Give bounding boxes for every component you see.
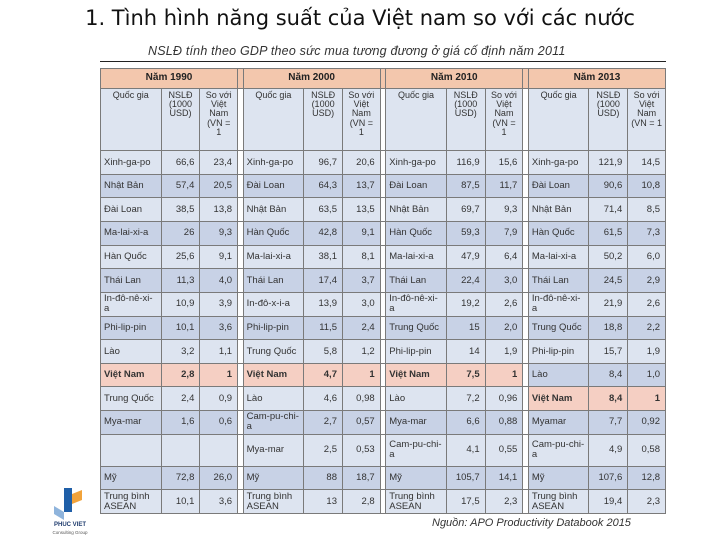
productivity-cell: 8,4: [589, 364, 627, 387]
ratio-cell: 20,5: [200, 175, 237, 198]
ratio-cell: 7,9: [486, 222, 523, 245]
productivity-cell: 72,8: [162, 467, 200, 490]
column-header-row: [101, 89, 665, 151]
productivity-cell: 90,6: [589, 175, 627, 198]
country-column-header: Quốc gia: [101, 89, 161, 151]
country-cell: Việt Nam: [101, 364, 161, 387]
column-separator: [523, 435, 528, 466]
column-separator: [381, 490, 386, 513]
ratio-cell: 2,2: [628, 317, 665, 340]
column-separator: [523, 151, 528, 174]
productivity-cell: 11,5: [304, 317, 342, 340]
column-separator: [238, 175, 243, 198]
table-row: [101, 175, 665, 198]
productivity-cell: 5,8: [304, 340, 342, 363]
country-cell: Cam-pu-chi-a: [244, 411, 304, 434]
productivity-cell: 4,6: [304, 387, 342, 410]
productivity-cell: 18,8: [589, 317, 627, 340]
productivity-cell: 4,7: [304, 364, 342, 387]
productivity-cell: 7,7: [589, 411, 627, 434]
productivity-cell: 107,6: [589, 467, 627, 490]
column-separator: [238, 490, 243, 513]
ratio-cell: 13,7: [343, 175, 380, 198]
ratio-cell: 4,0: [200, 269, 237, 292]
country-cell: Xinh-ga-po: [101, 151, 161, 174]
ratio-cell: 1: [628, 387, 665, 410]
country-cell: Đài Loan: [101, 198, 161, 221]
country-column-header: Quốc gia: [386, 89, 446, 151]
country-cell: Nhật Bản: [244, 198, 304, 221]
country-cell: Trung bình ASEAN: [386, 490, 446, 513]
country-cell: Đài Loan: [244, 175, 304, 198]
ratio-cell: 6,4: [486, 246, 523, 269]
country-cell: Hàn Quốc: [529, 222, 589, 245]
productivity-cell: 7,2: [447, 387, 485, 410]
column-separator: [523, 175, 528, 198]
ratio-cell: 3,9: [200, 293, 237, 316]
productivity-cell: 13: [304, 490, 342, 513]
column-separator: [523, 198, 528, 221]
table-row: [101, 364, 665, 387]
year-header: Năm 2013: [529, 69, 665, 88]
country-cell: Xinh-ga-po: [244, 151, 304, 174]
ratio-cell: 11,7: [486, 175, 523, 198]
year-header: Năm 2010: [386, 69, 522, 88]
country-cell: In-đô-nê-xi-a: [386, 293, 446, 316]
country-cell: Phi-lip-pin: [529, 340, 589, 363]
productivity-cell: 24,5: [589, 269, 627, 292]
country-cell: Trung bình ASEAN: [244, 490, 304, 513]
ratio-cell: 2,6: [486, 293, 523, 316]
column-separator: [238, 222, 243, 245]
ratio-cell: 10,8: [628, 175, 665, 198]
column-separator: [523, 364, 528, 387]
productivity-cell: 87,5: [447, 175, 485, 198]
table-row: [101, 467, 665, 490]
column-separator: [381, 151, 386, 174]
country-cell: Việt Nam: [244, 364, 304, 387]
productivity-cell: 2,4: [162, 387, 200, 410]
productivity-cell: 4,9: [589, 435, 627, 466]
column-separator: [238, 69, 243, 88]
column-separator: [238, 387, 243, 410]
country-cell: Phi-lip-pin: [101, 317, 161, 340]
country-cell: Trung Quốc: [386, 317, 446, 340]
productivity-cell: 47,9: [447, 246, 485, 269]
productivity-column-header: NSLĐ (1000 USD): [162, 89, 200, 151]
country-cell: Lào: [386, 387, 446, 410]
country-cell: Mỹ: [529, 467, 589, 490]
column-separator: [238, 198, 243, 221]
ratio-cell: 2,9: [628, 269, 665, 292]
ratio-column-header: So với Việt Nam (VN = 1: [200, 89, 237, 151]
column-separator: [381, 467, 386, 490]
ratio-cell: 1,9: [628, 340, 665, 363]
country-cell: Thái Lan: [101, 269, 161, 292]
ratio-cell: 14,1: [486, 467, 523, 490]
productivity-cell: 11,3: [162, 269, 200, 292]
caption-underline: [100, 61, 666, 62]
company-logo: [44, 486, 96, 538]
table-row: [101, 435, 665, 466]
column-separator: [238, 89, 243, 151]
country-cell: Đài Loan: [529, 175, 589, 198]
ratio-cell: 0,55: [486, 435, 523, 466]
table-row: [101, 490, 665, 513]
ratio-cell: 2,3: [486, 490, 523, 513]
productivity-cell: 42,8: [304, 222, 342, 245]
column-separator: [381, 387, 386, 410]
column-separator: [238, 151, 243, 174]
productivity-cell: 38,5: [162, 198, 200, 221]
column-separator: [381, 175, 386, 198]
column-separator: [238, 435, 243, 466]
ratio-cell: 8,1: [343, 246, 380, 269]
productivity-cell: 7,5: [447, 364, 485, 387]
country-cell: Mya-mar: [244, 435, 304, 466]
country-cell: Phi-lip-pin: [386, 340, 446, 363]
column-separator: [381, 269, 386, 292]
column-separator: [381, 246, 386, 269]
column-separator: [523, 69, 528, 88]
productivity-cell: 105,7: [447, 467, 485, 490]
productivity-cell: 10,1: [162, 317, 200, 340]
column-separator: [381, 222, 386, 245]
table-caption: NSLĐ tính theo GDP theo sức mua tương đương ở giá cố định năm 2011: [148, 44, 566, 58]
productivity-cell: 116,9: [447, 151, 485, 174]
productivity-cell: 38,1: [304, 246, 342, 269]
ratio-cell: 26,0: [200, 467, 237, 490]
slide-title: 1. Tình hình năng suất của Việt nam so với các nước: [85, 6, 635, 30]
country-cell: Mỹ: [101, 467, 161, 490]
table-row: [101, 222, 665, 245]
productivity-cell: 2,7: [304, 411, 342, 434]
country-cell: Trung Quốc: [244, 340, 304, 363]
column-separator: [523, 317, 528, 340]
ratio-cell: 12,8: [628, 467, 665, 490]
column-separator: [381, 340, 386, 363]
productivity-cell: 50,2: [589, 246, 627, 269]
country-cell: In-đô-nê-xi-a: [101, 293, 161, 316]
ratio-column-header: So với Việt Nam (VN = 1: [486, 89, 523, 151]
productivity-cell: 2,8: [162, 364, 200, 387]
ratio-cell: 3,0: [343, 293, 380, 316]
productivity-table-container: [100, 68, 666, 514]
country-cell: Hàn Quốc: [386, 222, 446, 245]
country-cell: Hàn Quốc: [101, 246, 161, 269]
ratio-cell: 2,0: [486, 317, 523, 340]
country-cell: Mya-mar: [386, 411, 446, 434]
country-cell: Xinh-ga-po: [386, 151, 446, 174]
productivity-cell: 26: [162, 222, 200, 245]
country-cell: Hàn Quốc: [244, 222, 304, 245]
ratio-cell: 0,98: [343, 387, 380, 410]
productivity-cell: 66,6: [162, 151, 200, 174]
table-row: [101, 317, 665, 340]
country-cell: Thái Lan: [529, 269, 589, 292]
column-separator: [523, 89, 528, 151]
column-separator: [381, 411, 386, 434]
column-separator: [238, 411, 243, 434]
ratio-cell: 0,57: [343, 411, 380, 434]
country-cell: Thái Lan: [244, 269, 304, 292]
column-separator: [523, 467, 528, 490]
productivity-cell: 4,1: [447, 435, 485, 466]
country-cell: Ma-lai-xi-a: [101, 222, 161, 245]
ratio-cell: 1: [486, 364, 523, 387]
productivity-cell: 17,4: [304, 269, 342, 292]
productivity-cell: 96,7: [304, 151, 342, 174]
ratio-cell: 2,3: [628, 490, 665, 513]
productivity-cell: 63,5: [304, 198, 342, 221]
ratio-cell: 0,88: [486, 411, 523, 434]
productivity-column-header: NSLĐ (1000 USD): [589, 89, 627, 151]
country-cell: Lào: [244, 387, 304, 410]
productivity-cell: 61,5: [589, 222, 627, 245]
ratio-cell: 2,6: [628, 293, 665, 316]
country-cell: Cam-pu-chi-a: [386, 435, 446, 466]
country-cell: Mỹ: [244, 467, 304, 490]
country-cell: Xinh-ga-po: [529, 151, 589, 174]
productivity-cell: 2,5: [304, 435, 342, 466]
productivity-cell: 25,6: [162, 246, 200, 269]
column-separator: [381, 364, 386, 387]
ratio-cell: 0,96: [486, 387, 523, 410]
country-cell: Mya-mar: [101, 411, 161, 434]
table-row: [101, 246, 665, 269]
productivity-table: [100, 68, 666, 514]
country-cell: Nhật Bản: [529, 198, 589, 221]
ratio-cell: 7,3: [628, 222, 665, 245]
productivity-cell: 3,2: [162, 340, 200, 363]
ratio-cell: 6,0: [628, 246, 665, 269]
country-cell: Cam-pu-chi-a: [529, 435, 589, 466]
productivity-cell: 22,4: [447, 269, 485, 292]
column-separator: [523, 269, 528, 292]
country-cell: Trung Quốc: [101, 387, 161, 410]
ratio-cell: 23,4: [200, 151, 237, 174]
logo-subtitle: Consulting Group: [52, 530, 88, 535]
productivity-cell: 19,2: [447, 293, 485, 316]
country-cell: Việt Nam: [529, 387, 589, 410]
ratio-cell: 3,6: [200, 490, 237, 513]
country-cell: Myamar: [529, 411, 589, 434]
table-row: [101, 387, 665, 410]
year-header: Năm 2000: [244, 69, 380, 88]
country-cell: Trung Quốc: [529, 317, 589, 340]
ratio-cell: 13,8: [200, 198, 237, 221]
country-cell: Nhật Bản: [101, 175, 161, 198]
source-note: Nguồn: APO Productivity Databook 2015: [432, 517, 631, 529]
ratio-cell: 9,3: [200, 222, 237, 245]
ratio-cell: 0,53: [343, 435, 380, 466]
column-separator: [523, 411, 528, 434]
ratio-cell: 0,58: [628, 435, 665, 466]
ratio-cell: 3,0: [486, 269, 523, 292]
productivity-cell: 21,9: [589, 293, 627, 316]
country-cell: Lào: [529, 364, 589, 387]
productivity-cell: 57,4: [162, 175, 200, 198]
ratio-cell: 3,7: [343, 269, 380, 292]
ratio-cell: 0,9: [200, 387, 237, 410]
ratio-cell: 2,8: [343, 490, 380, 513]
ratio-cell: 3,6: [200, 317, 237, 340]
country-cell: Trung bình ASEAN: [101, 490, 161, 513]
year-header: Năm 1990: [101, 69, 237, 88]
country-cell: Lào: [101, 340, 161, 363]
productivity-cell: 6,6: [447, 411, 485, 434]
productivity-cell: 121,9: [589, 151, 627, 174]
column-separator: [381, 435, 386, 466]
productivity-cell: 17,5: [447, 490, 485, 513]
logo-mark-icon: [44, 486, 96, 522]
country-cell: Ma-lai-xi-a: [386, 246, 446, 269]
table-row: [101, 293, 665, 316]
ratio-column-header: So với Việt Nam (VN = 1: [628, 89, 665, 151]
ratio-cell: 1,1: [200, 340, 237, 363]
table-row: [101, 340, 665, 363]
country-cell: In-đô-nê-xi-a: [529, 293, 589, 316]
ratio-cell: 1,2: [343, 340, 380, 363]
table-row: [101, 269, 665, 292]
country-cell: Nhật Bản: [386, 198, 446, 221]
productivity-cell: 19,4: [589, 490, 627, 513]
country-cell: Trung bình ASEAN: [529, 490, 589, 513]
productivity-column-header: NSLĐ (1000 USD): [304, 89, 342, 151]
productivity-cell: 88: [304, 467, 342, 490]
column-separator: [523, 387, 528, 410]
ratio-cell: 9,3: [486, 198, 523, 221]
logo-name: PHUC VIET: [53, 522, 86, 528]
ratio-cell: 8,5: [628, 198, 665, 221]
column-separator: [381, 69, 386, 88]
column-separator: [238, 467, 243, 490]
column-separator: [381, 89, 386, 151]
country-cell: Việt Nam: [386, 364, 446, 387]
country-cell: In-đô-x-i-a: [244, 293, 304, 316]
column-separator: [523, 490, 528, 513]
productivity-cell: 71,4: [589, 198, 627, 221]
productivity-cell: 14: [447, 340, 485, 363]
ratio-cell: 0,92: [628, 411, 665, 434]
column-separator: [381, 317, 386, 340]
ratio-cell: 2,4: [343, 317, 380, 340]
table-row: [101, 198, 665, 221]
ratio-cell: 13,5: [343, 198, 380, 221]
column-separator: [238, 293, 243, 316]
column-separator: [523, 340, 528, 363]
column-separator: [523, 246, 528, 269]
ratio-cell: 1: [343, 364, 380, 387]
productivity-cell: 15: [447, 317, 485, 340]
ratio-cell: 1,9: [486, 340, 523, 363]
country-column-header: Quốc gia: [529, 89, 589, 151]
productivity-cell: [162, 435, 200, 466]
country-cell: [101, 435, 161, 466]
ratio-cell: 9,1: [343, 222, 380, 245]
column-separator: [238, 317, 243, 340]
productivity-cell: 69,7: [447, 198, 485, 221]
column-separator: [523, 293, 528, 316]
ratio-cell: 20,6: [343, 151, 380, 174]
productivity-cell: 64,3: [304, 175, 342, 198]
ratio-cell: 9,1: [200, 246, 237, 269]
column-separator: [238, 364, 243, 387]
ratio-cell: 15,6: [486, 151, 523, 174]
ratio-cell: 14,5: [628, 151, 665, 174]
productivity-cell: 59,3: [447, 222, 485, 245]
ratio-cell: 0,6: [200, 411, 237, 434]
country-cell: Ma-lai-xi-a: [244, 246, 304, 269]
column-separator: [381, 198, 386, 221]
year-header-row: [101, 69, 665, 88]
column-separator: [381, 293, 386, 316]
country-cell: Ma-lai-xi-a: [529, 246, 589, 269]
column-separator: [238, 269, 243, 292]
productivity-cell: 15,7: [589, 340, 627, 363]
ratio-cell: 1,0: [628, 364, 665, 387]
productivity-cell: 10,9: [162, 293, 200, 316]
productivity-cell: 1,6: [162, 411, 200, 434]
productivity-cell: 8,4: [589, 387, 627, 410]
country-cell: Phi-lip-pin: [244, 317, 304, 340]
column-separator: [523, 222, 528, 245]
ratio-cell: [200, 435, 237, 466]
table-row: [101, 411, 665, 434]
column-separator: [238, 246, 243, 269]
column-separator: [238, 340, 243, 363]
productivity-cell: 13,9: [304, 293, 342, 316]
country-column-header: Quốc gia: [244, 89, 304, 151]
ratio-column-header: So với Việt Nam (VN = 1: [343, 89, 380, 151]
country-cell: Thái Lan: [386, 269, 446, 292]
ratio-cell: 1: [200, 364, 237, 387]
productivity-column-header: NSLĐ (1000 USD): [447, 89, 485, 151]
country-cell: Mỹ: [386, 467, 446, 490]
table-row: [101, 151, 665, 174]
ratio-cell: 18,7: [343, 467, 380, 490]
country-cell: Đài Loan: [386, 175, 446, 198]
productivity-cell: 10,1: [162, 490, 200, 513]
